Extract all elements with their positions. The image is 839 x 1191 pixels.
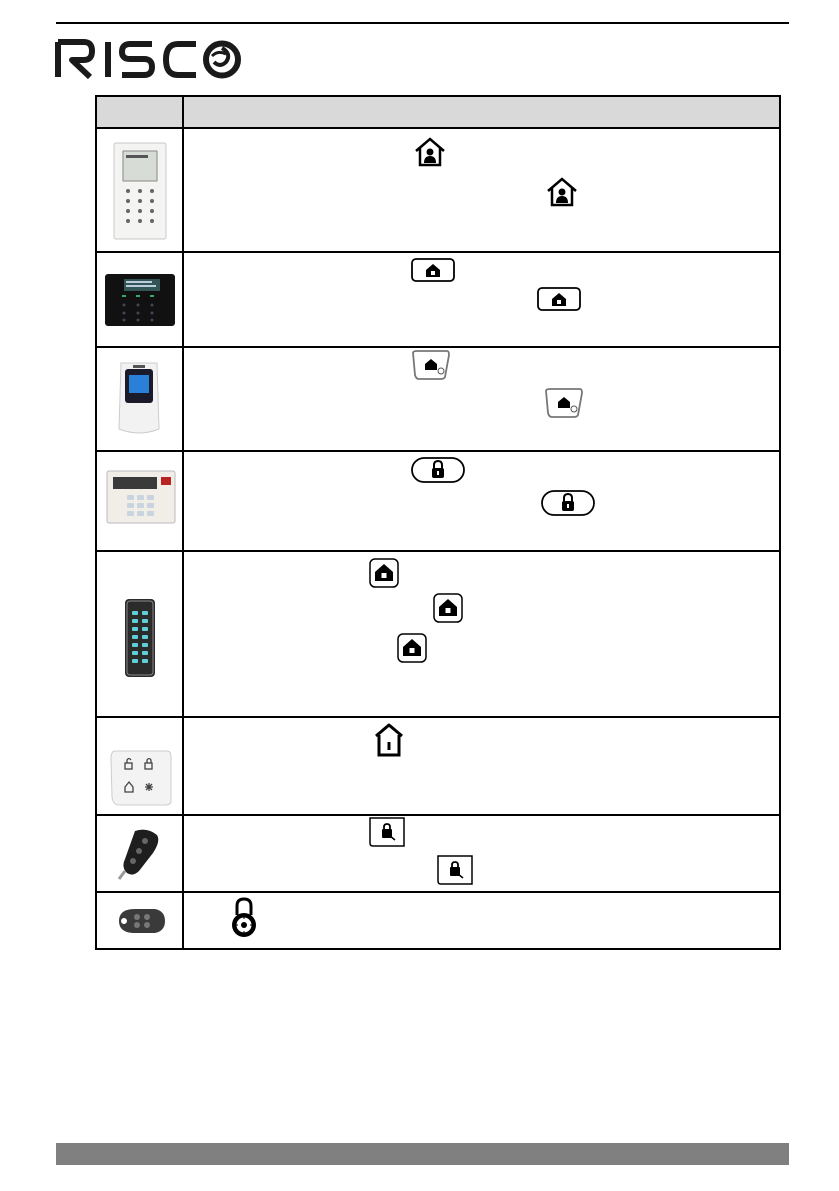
home-arm-remote-icon xyxy=(411,349,451,381)
slim-keypad-thumbnail xyxy=(123,597,157,679)
column-divider xyxy=(182,97,184,948)
keyfob-small-thumbnail xyxy=(115,903,167,939)
house-lock-square-icon xyxy=(397,633,427,663)
panda-keypad-thumbnail xyxy=(115,359,163,437)
house-person-icon xyxy=(545,175,579,209)
row-divider xyxy=(97,251,779,253)
top-rule xyxy=(56,22,789,24)
row-divider xyxy=(97,814,779,816)
house-lock-square-icon xyxy=(369,558,399,588)
keyfob-lock-icon xyxy=(435,855,475,885)
lcd-keypad-white-thumbnail xyxy=(111,141,169,241)
wireless-keypad-thumbnail xyxy=(109,747,173,807)
footer-bar xyxy=(56,1143,789,1165)
keyfob-lock-icon xyxy=(367,817,407,847)
row-divider xyxy=(97,716,779,718)
row-divider xyxy=(97,450,779,452)
row-divider xyxy=(97,550,779,552)
combination-lock-icon xyxy=(231,897,257,939)
house-person-icon xyxy=(413,137,447,167)
table-header xyxy=(97,97,779,129)
touch-keypad-black-thumbnail xyxy=(104,273,176,327)
device-table xyxy=(95,95,781,950)
home-lock-key-icon xyxy=(411,258,455,282)
row-divider xyxy=(97,346,779,348)
home-arm-remote-icon xyxy=(544,387,584,419)
lcd-keypad-cream-thumbnail xyxy=(105,469,177,525)
padlock-key-icon xyxy=(541,490,595,516)
padlock-key-icon xyxy=(411,457,465,483)
row-divider xyxy=(97,891,779,893)
house-outline-icon xyxy=(373,723,405,757)
risco-logo xyxy=(54,36,244,82)
house-lock-square-icon xyxy=(433,593,463,623)
keyfob-remote-thumbnail xyxy=(117,827,163,881)
home-lock-key-icon xyxy=(537,287,581,311)
